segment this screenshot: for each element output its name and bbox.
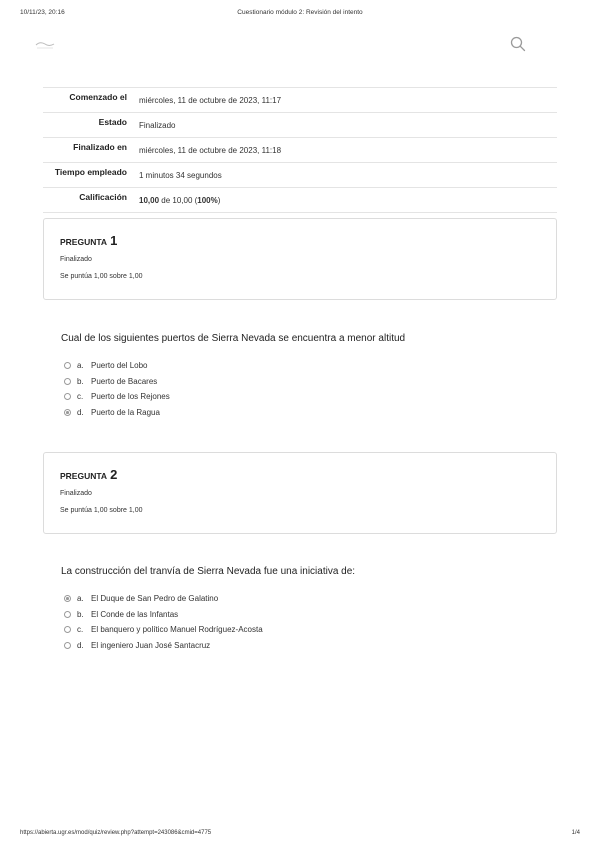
question-heading: [60, 233, 117, 248]
radio-button[interactable]: [64, 393, 71, 400]
answer-option[interactable]: [64, 374, 484, 390]
radio-button[interactable]: [64, 642, 71, 649]
answer-option[interactable]: [64, 607, 484, 623]
summary-value: Finalizado: [139, 121, 176, 130]
answer-text: El Duque de San Pedro de Galatino: [91, 594, 219, 604]
answer-text: El ingeniero Juan José Santacruz: [91, 640, 211, 650]
radio-button[interactable]: [64, 626, 71, 633]
question-number: 1: [110, 233, 118, 248]
summary-row-state: [43, 113, 557, 138]
answer-letter: b.: [77, 376, 84, 386]
answer-text: El Conde de las Infantas: [91, 609, 179, 619]
question-label: PREGUNTA: [60, 237, 108, 247]
question-text: La construcción del tranvía de Sierra Nevada fue una iniciativa de:: [61, 566, 356, 577]
answer-option[interactable]: [64, 622, 484, 638]
print-title: Cuestionario módulo 2: Revisión del intento: [237, 9, 363, 16]
summary-label: Calificación: [79, 192, 127, 202]
question-info-card: [43, 452, 557, 534]
print-footer: [0, 830, 600, 842]
summary-row-grade: [43, 188, 557, 213]
answer-letter: d.: [77, 407, 84, 417]
answer-option[interactable]: [64, 389, 484, 405]
radio-button[interactable]: [64, 378, 71, 385]
attempt-summary-table: [43, 87, 557, 213]
question-label: PREGUNTA: [60, 471, 108, 481]
answer-letter: c.: [77, 392, 84, 402]
answer-option-selected[interactable]: [64, 405, 484, 421]
answer-option-selected[interactable]: [64, 591, 484, 607]
answer-option[interactable]: [64, 358, 484, 374]
answer-text: El banquero y político Manuel Rodríguez-Acosta: [91, 625, 263, 635]
summary-grade-value: [127, 188, 557, 213]
question-state: Finalizado: [60, 256, 92, 263]
radio-button[interactable]: [64, 611, 71, 618]
answer-list: [64, 591, 484, 653]
answer-letter: b.: [77, 609, 84, 619]
answer-letter: a.: [77, 361, 84, 371]
grade-score: 10,00: [139, 196, 160, 205]
answer-letter: d.: [77, 640, 84, 650]
summary-label: Estado: [98, 117, 127, 127]
answer-text: Puerto de los Rejones: [91, 392, 170, 402]
grade-percent: 100%: [197, 196, 218, 205]
question-grade: Se puntúa 1,00 sobre 1,00: [60, 507, 143, 514]
radio-button-checked[interactable]: [64, 409, 71, 416]
answer-text: Puerto del Lobo: [91, 361, 148, 371]
question-state: Finalizado: [60, 490, 92, 497]
answer-list: [64, 358, 484, 420]
answer-option[interactable]: [64, 638, 484, 654]
summary-label: Tiempo empleado: [54, 167, 127, 177]
summary-value: 1 minutos 34 segundos: [139, 171, 222, 180]
site-logo[interactable]: [34, 40, 56, 50]
print-url: https://abierta.ugr.es/mod/quiz/review.php?attempt=243086&cmid=4775: [20, 830, 212, 836]
print-date: 10/11/23, 20:16: [20, 9, 65, 16]
question-number: 2: [110, 467, 118, 482]
answer-text: Puerto de Bacares: [91, 376, 158, 386]
summary-label: Comenzado el: [69, 92, 127, 102]
radio-button-checked[interactable]: [64, 595, 71, 602]
grade-middle: de 10,00 (: [159, 196, 198, 205]
summary-row-started: [43, 88, 557, 113]
search-icon[interactable]: [510, 36, 526, 52]
answer-letter: a.: [77, 594, 84, 604]
answer-text: Puerto de la Ragua: [91, 407, 160, 417]
question-text: Cual de los siguientes puertos de Sierra Nevada se encuentra a menor altitud: [61, 333, 406, 344]
question-info-card: [43, 218, 557, 300]
print-header: [0, 9, 600, 21]
summary-value: miércoles, 11 de octubre de 2023, 11:17: [139, 96, 282, 105]
question-heading: [60, 467, 117, 482]
summary-row-finished: [43, 138, 557, 163]
summary-label: Finalizado en: [73, 142, 127, 152]
answer-letter: c.: [77, 625, 84, 635]
summary-value: miércoles, 11 de octubre de 2023, 11:18: [139, 146, 282, 155]
grade-end: ): [217, 196, 221, 205]
page-counter: 1/4: [571, 830, 580, 836]
summary-row-time: [43, 163, 557, 188]
question-grade: Se puntúa 1,00 sobre 1,00: [60, 273, 143, 280]
radio-button[interactable]: [64, 362, 71, 369]
